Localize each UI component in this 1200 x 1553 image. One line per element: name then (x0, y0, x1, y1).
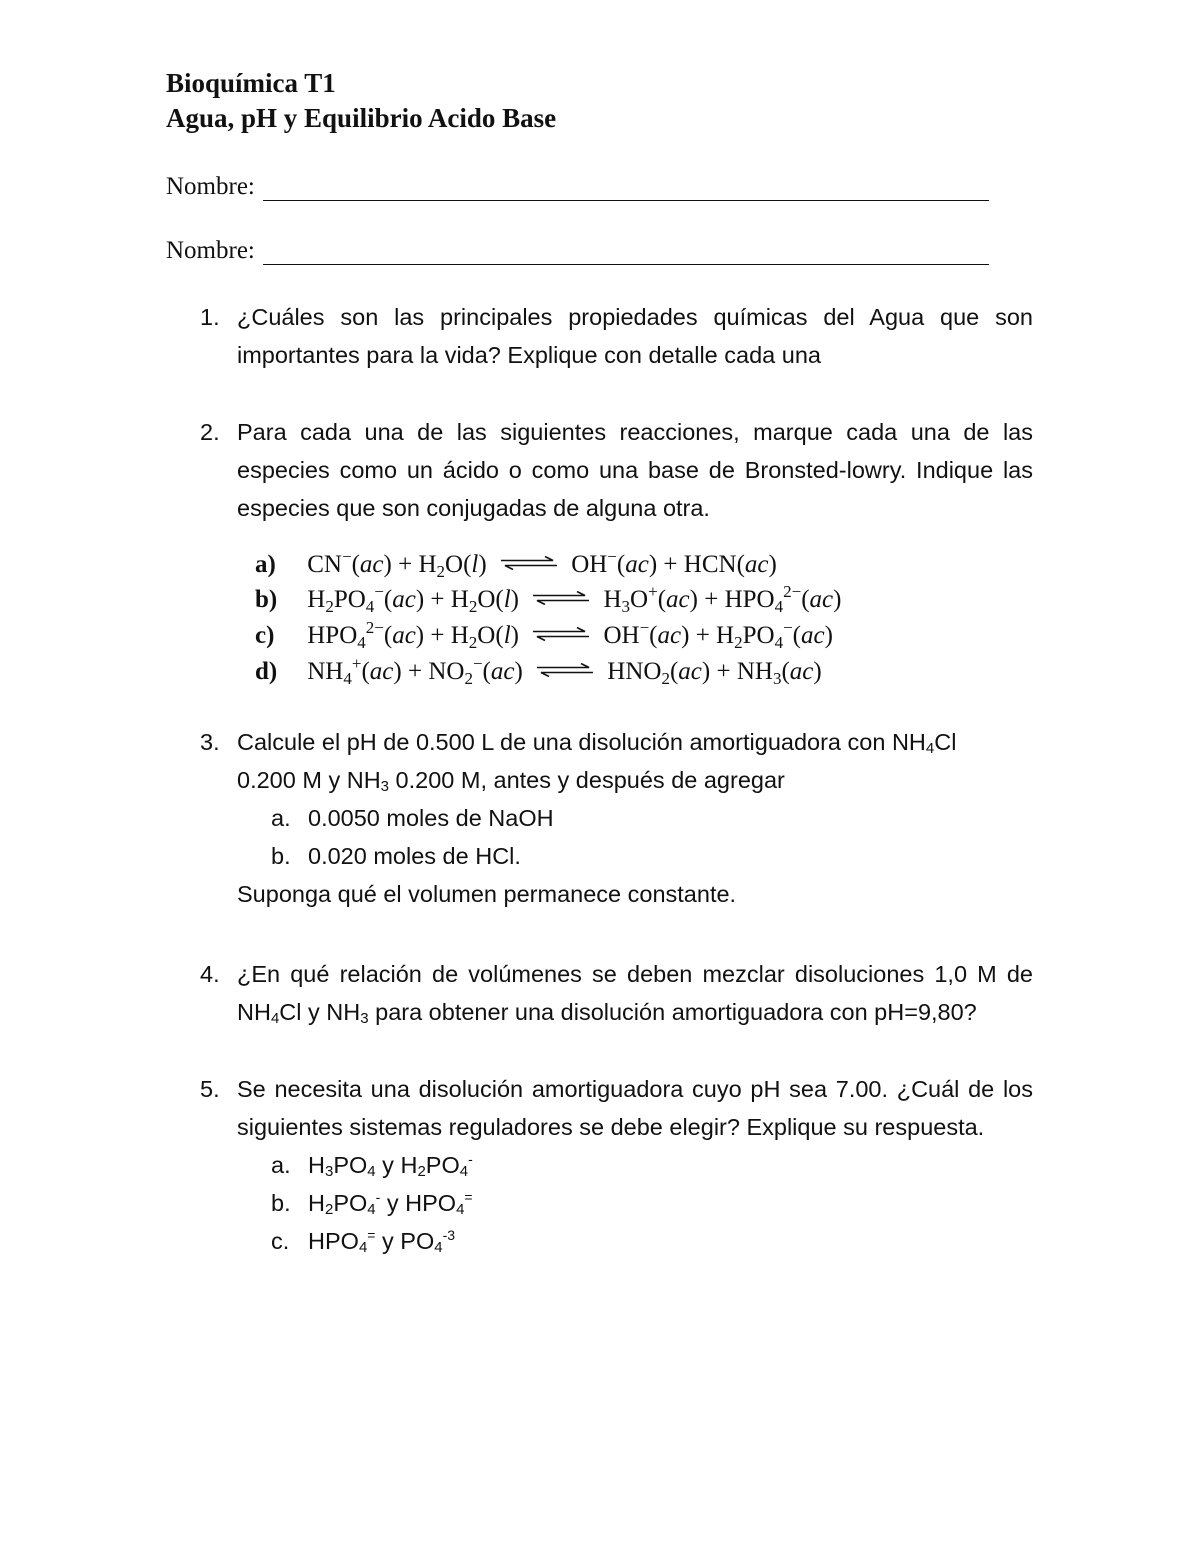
equilibrium-arrow-icon (537, 663, 593, 677)
name-label: Nombre: (166, 237, 255, 264)
species: H (418, 551, 437, 578)
reaction-b: b) $H_2PO_4^-(ac) + H_2O(l) H_3O^+(ac) + HPO_4^{2-}(ac)$ (255, 582, 842, 616)
state: l (503, 586, 511, 613)
species: CN (307, 551, 342, 578)
state: ac (666, 586, 690, 613)
question-5 (200, 1070, 1033, 1260)
subscript: 4 (774, 597, 784, 616)
charge: = (367, 1227, 376, 1243)
question-4 (200, 955, 1033, 1031)
species: HPO (724, 586, 775, 613)
question-number: 5. (200, 1076, 220, 1102)
subscript: 4 (358, 1239, 368, 1256)
option-text: 0.0050 moles de NaOH (308, 805, 554, 831)
subscript: 2 (417, 1163, 426, 1180)
species: H (307, 586, 326, 613)
subscript: 4 (456, 1201, 465, 1218)
course-title: Bioquímica T1 (166, 68, 336, 98)
subscript: 4 (434, 1239, 443, 1256)
question-note: Suponga qué el volumen permanece constante. (237, 881, 737, 907)
question-number: 4. (200, 961, 220, 987)
subscript: 2 (734, 633, 743, 652)
charge: − (783, 618, 793, 637)
species: H (450, 622, 469, 649)
question-text: ¿Cuáles son las principales propiedades químicas del Agua que son (237, 304, 1033, 330)
name-label: Nombre: (166, 173, 255, 200)
charge: − (472, 654, 483, 673)
text-run: PO (400, 1228, 435, 1254)
subscript: 4 (925, 740, 935, 757)
equilibrium-arrow-icon (533, 591, 589, 605)
question-text: importantes para la vida? Explique con detalle cada una (237, 342, 821, 368)
state: ac (392, 586, 416, 613)
option-a (271, 1146, 1033, 1184)
option-text (308, 1184, 473, 1222)
text-run: y (375, 1228, 401, 1254)
state: ac (369, 658, 394, 685)
species: OH (571, 551, 608, 578)
plus-sign: + (398, 551, 413, 578)
text-run: Calcule el pH de 0.500 L de una disolución amortiguadora con NH (237, 729, 926, 755)
question-text: especies como un ácido o como una base de Bronsted-lowry. Indique las (237, 457, 1033, 483)
subscript: 2 (464, 669, 473, 688)
question-text: ¿En qué relación de volúmenes se deben mezclar disoluciones 1,0 M de (237, 961, 1033, 987)
option-letter: a. (271, 1152, 291, 1178)
plus-sign: + (663, 551, 678, 578)
charge: = (464, 1189, 473, 1205)
species: NO (428, 658, 465, 685)
reaction-label: b) (255, 586, 278, 613)
option-letter: b. (271, 843, 291, 869)
subscript: 3 (772, 669, 782, 688)
question-text: siguientes sistemas reguladores se debe elegir? Explique su respuesta. (237, 1114, 985, 1140)
option-b (271, 837, 1033, 875)
text-run: H (308, 1152, 325, 1178)
reaction-label: a) (255, 551, 276, 578)
text-run: y (375, 1152, 401, 1178)
text-run: Cl y NH (279, 999, 361, 1025)
charge: − (341, 547, 352, 566)
state: l (503, 622, 511, 649)
text-run: PO (333, 1152, 368, 1178)
subscript: 2 (661, 669, 670, 688)
species: NH (307, 658, 344, 685)
charge: - (468, 1151, 473, 1167)
option-b (271, 1184, 1033, 1222)
state: ac (392, 622, 416, 649)
charge: + (648, 582, 658, 601)
state: ac (359, 551, 384, 578)
subscript: 2 (468, 633, 478, 652)
subscript: 4 (367, 1163, 376, 1180)
species: OH (603, 622, 640, 649)
species: H (450, 586, 469, 613)
subscript: 4 (270, 1010, 280, 1027)
charge: − (374, 582, 384, 601)
charge: -3 (442, 1227, 456, 1243)
charge: 2− (365, 618, 384, 637)
option-c (271, 1222, 1033, 1260)
state: ac (625, 551, 649, 578)
species: HPO (307, 622, 358, 649)
species: HNO (607, 658, 662, 685)
species: NH (736, 658, 773, 685)
plus-sign: + (430, 622, 445, 649)
option-letter: c. (271, 1228, 290, 1254)
species: H (603, 586, 622, 613)
question-1 (200, 298, 1033, 374)
state: ac (678, 658, 702, 685)
name-field-2[interactable] (166, 237, 989, 265)
question-3 (200, 723, 1033, 913)
charge: − (607, 547, 617, 566)
species: PO (333, 586, 366, 613)
state: ac (490, 658, 515, 685)
subscript: 3 (324, 1163, 334, 1180)
state: ac (657, 622, 682, 649)
option-text (308, 1222, 455, 1260)
subscript: 2 (325, 597, 334, 616)
subscript: 2 (436, 562, 446, 581)
question-text (237, 761, 1033, 799)
species: H (716, 622, 735, 649)
question-2 (200, 413, 1033, 527)
question-number: 2. (200, 419, 220, 445)
plus-sign: + (695, 622, 710, 649)
plus-sign: + (716, 658, 731, 685)
charge: − (639, 618, 650, 637)
reaction-c: c) $HPO_4^{2-}(ac) + H_2O(l) OH^-(ac) + H_2PO_4^-(ac)$ (255, 618, 833, 652)
text-run: 0.200 M, antes y después de agregar (389, 767, 785, 793)
plus-sign: + (430, 586, 445, 613)
text-run: Cl (934, 729, 957, 755)
name-blank-line[interactable] (263, 174, 989, 201)
question-text: Para cada una de las siguientes reacciones, marque cada una de las (237, 419, 1033, 445)
topic-title: Agua, pH y Equilibrio Acido Base (166, 103, 557, 133)
state: ac (789, 658, 814, 685)
subscript: 4 (357, 633, 366, 652)
question-number: 1. (200, 304, 220, 330)
question-text (237, 993, 1033, 1031)
text-run: 0.200 M y NH (237, 767, 381, 793)
option-a (271, 799, 1033, 837)
plus-sign: + (704, 586, 719, 613)
subscript: 2 (324, 1201, 334, 1218)
subscript: 3 (621, 597, 631, 616)
text-run: PO (425, 1152, 460, 1178)
text-run: PO (333, 1190, 368, 1216)
subscript: 4 (343, 669, 352, 688)
species: O (477, 586, 496, 613)
charge: 2− (783, 582, 802, 601)
species: PO (742, 622, 775, 649)
subscript: 3 (360, 1010, 369, 1027)
text-run: para obtener una disolución amortiguadora con pH=9,80? (368, 999, 977, 1025)
subscript: 2 (468, 597, 478, 616)
question-text: Se necesita una disolución amortiguadora cuyo pH sea 7.00. ¿Cuál de los (237, 1076, 1033, 1102)
state: ac (809, 586, 834, 613)
reaction-a: a) $CN^-(ac) + H_2O(l) OH^-(ac) + HCN(ac)$ (255, 547, 777, 581)
text-run: y (380, 1190, 406, 1216)
subscript: 4 (365, 597, 375, 616)
subscript: 4 (459, 1163, 469, 1180)
equilibrium-arrow-icon (501, 556, 557, 570)
reaction-d: d) $NH_4^+(ac) + NO_2^-(ac) HNO_2(ac) + NH_3(ac)$ (255, 654, 822, 688)
charge: - (375, 1189, 381, 1205)
state: ac (744, 551, 769, 578)
text-run: H (308, 1190, 325, 1216)
species: O (477, 622, 496, 649)
question-text (237, 723, 1033, 761)
charge: + (351, 654, 362, 673)
subscript: 4 (774, 633, 784, 652)
text-run: HPO (308, 1228, 359, 1254)
text-run: HPO (405, 1190, 457, 1216)
species: HCN (683, 551, 737, 578)
reaction-label: c) (255, 622, 275, 649)
option-letter: a. (271, 805, 291, 831)
state: ac (801, 622, 825, 649)
question-number: 3. (200, 729, 220, 755)
equilibrium-arrow-icon (533, 627, 589, 641)
plus-sign: + (407, 658, 423, 685)
question-text: especies que son conjugadas de alguna otra. (237, 495, 710, 521)
option-text (308, 1146, 473, 1184)
subscript: 3 (380, 778, 390, 795)
species: O (630, 586, 649, 613)
option-letter: b. (271, 1190, 291, 1216)
state: l (471, 551, 479, 578)
subscript: 4 (367, 1201, 376, 1218)
option-text: 0.020 moles de HCl. (308, 843, 521, 869)
species: O (445, 551, 464, 578)
name-field-1[interactable] (166, 173, 989, 201)
text-run: H (400, 1152, 418, 1178)
text-run: NH (237, 999, 271, 1025)
reaction-label: d) (255, 658, 278, 685)
name-blank-line[interactable] (263, 238, 989, 265)
